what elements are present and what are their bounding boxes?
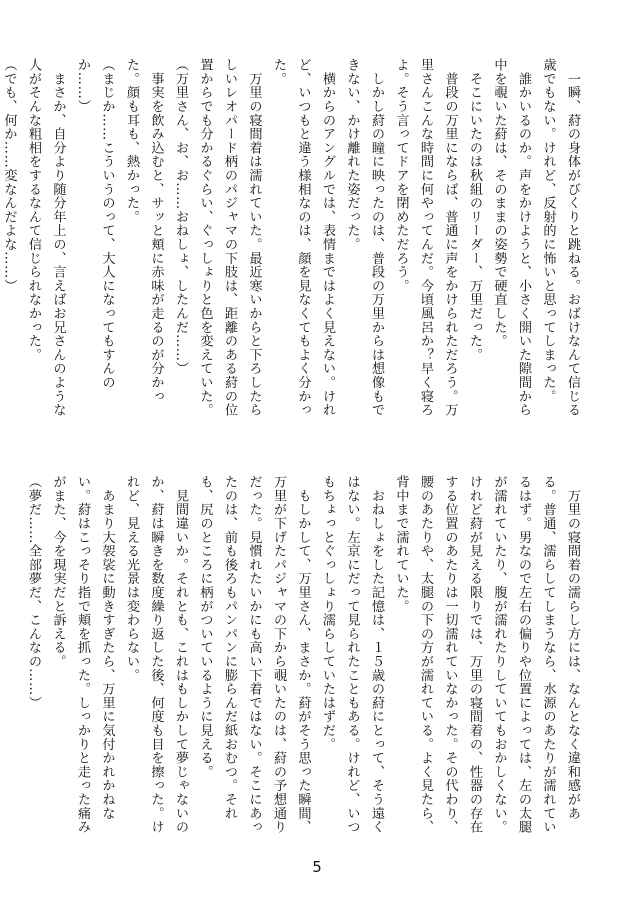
paragraph: 万里の寝間着は濡れていた。最近寒いからと下ろしたらしいレオパード柄のパジャマの下肢は、距離のある葤の位置からでも分かるぐらい、ぐっしょりと色を変えていた。 (197, 58, 262, 417)
paragraph: まさか、自分より随分年上の、言えばお兄さんのような人がそんな粗相をするなんて信じられなかった。 (26, 58, 66, 417)
lower-text-block (26, 475, 584, 845)
paragraph: もしかして、万里さん、まさか。葤がそう思った瞬間、万里が下げたパジャマの下から覗いたのは、葤の予想通りだった。見慣れたいかにも高い下着ではない。そこにあったのは、前も後ろもパンパンに膨らんだ紙おむつ。それも、尻のところに柄がついているように見える。 (197, 475, 311, 834)
paragraph: 誰かいるのか。声をかけようと、小さく開いた隙間から中を覗いた葤は、そのままの姿勢で硬直した。 (491, 58, 531, 417)
paragraph: 事実を飲み込むと、サッと頬に赤味が走るのが分かった。顔も耳も、熱かった。 (124, 58, 164, 403)
upper-text-block (1, 58, 584, 428)
page-number: 5 (312, 858, 322, 876)
paragraph: 一瞬、葤の身体がびくりと跳ねる。おばけなんて信じる歳でもない。けれど、反射的に怖いと思ってしまった。 (540, 58, 580, 417)
paragraph: 万里の寝間着の濡らし方には、なんとなく違和感がある。普通、濡らしてしまうなら、水源のあたりが濡れているはず。男なので左右の偏りや位置によっては、左の太腿が濡れていたり、腹が濡れたりしていてもおかしくない。けれど葤が見える限りでは、万里の寝間着の、性器の存在する位置のあたりは一切濡れていなかった。その代わり、腰のあたりや、太腿の下の方が濡れている。よく見たら、背中まで濡れていた。 (393, 475, 580, 834)
paragraph: しかし葤の瞳に映ったのは、普段の万里からは想像もできない、かけ離れた姿だった。 (344, 58, 384, 417)
paragraph: そこにいたのは秋組のリーダー、万里だった。 (467, 58, 482, 362)
paragraph: 普段の万里にならば、普通に声をかけられただろう。万里さんこんな時間に何やってんだ。今頃風呂か？早く寝ろよ。そう言ってドアを閉めただろう。 (393, 58, 458, 417)
paragraph: （まじか……こういうのって、大人になってもすんのか……） (75, 58, 115, 390)
paragraph: おねしょをした記憶は、１５歳の葤にとって、そう遠くはない。左京にだって見られたこともある。けれど、いつもちょっとぐっしょり濡らしていたはずだ。 (320, 475, 384, 834)
paragraph: （でも、何か……変なんだよな……） (1, 58, 17, 293)
paragraph: あまり大袈裟に動きすぎたら、万里に気付かれかねない。葤はこっそり指で頬を抓った。しっかりと走った痛みがまた、今を現実だと訴える。 (50, 475, 115, 834)
paragraph: 見間違いか。それとも、これはもしかして夢じゃないのか、葤は瞬きを数度繰り返した後、何度も目を擦った。けれど、見える光景は変わらない。 (124, 475, 188, 834)
paragraph: （万里さん、お、お……おねしょ、したんだ……） (173, 58, 188, 376)
paragraph: 横からのアングルでは、表情まではよく見えない。けれど、いつもと違う様相なのは、顔を見なくてもよく分かった。 (271, 58, 335, 417)
paragraph: （夢だ……全部夢だ、こんなの……） (26, 475, 41, 710)
